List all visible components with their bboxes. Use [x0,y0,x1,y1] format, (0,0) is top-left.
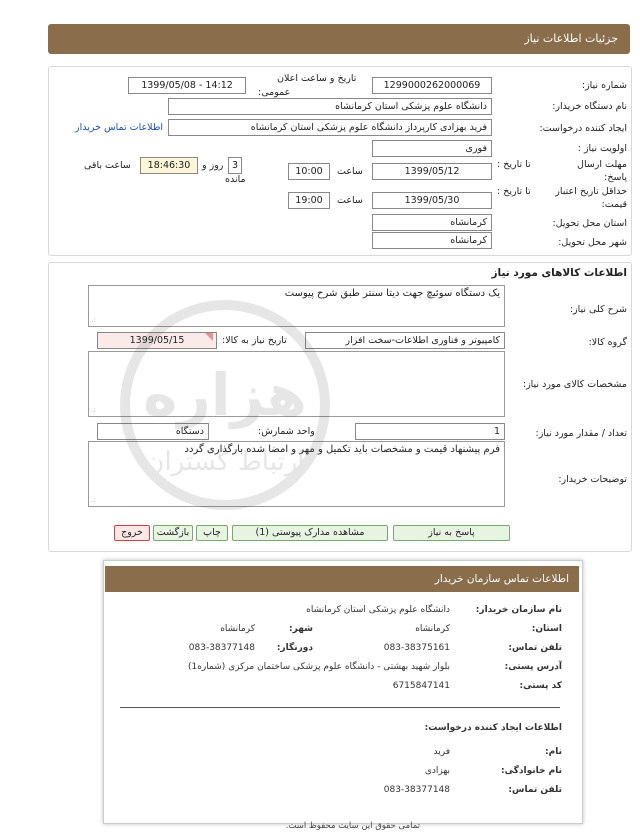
province-label: استان محل تحویل: [552,218,627,229]
validity-to-date-label: تا تاریخ : [497,186,531,197]
need-number-label: شماره نیاز: [581,80,627,91]
unit-label: واحد شمارش: [258,426,315,437]
contact-city-value: کرمانشاه [220,624,255,634]
remaining-label-1: ساعت باقی [84,160,131,171]
page-title: جزئیات اطلاعات نیاز [524,32,618,45]
resize-grip-icon: .: [91,406,96,414]
validity-date-value: 1399/05/30 [372,192,492,209]
contact-fax-value: 083-38377148 [188,643,255,653]
description-text: یک دستگاه سوئیچ جهت دیتا سنتر طبق شرح پیوست [284,288,500,299]
validity-time-label: ساعت [337,195,363,206]
contact-divider [120,707,560,708]
contact-address-label: آدرس پستی: [504,662,562,672]
creator-phone-value: 083-38377148 [383,785,450,795]
announce-label-1: تاریخ و ساعت اعلان [277,73,357,84]
creator-phone-label: تلفن تماس: [508,785,562,795]
province-value: کرمانشاه [372,214,492,231]
specs-label: مشخصات کالای مورد نیاز: [522,379,627,390]
reply-button[interactable]: پاسخ به نیاز [393,525,510,541]
specs-field [88,351,505,417]
creator-name-value: فرید [433,747,450,757]
remaining-days-label: روز و [202,160,224,171]
page-header [48,24,630,54]
creator-info-title: اطلاعات ایجاد کننده درخواست: [424,723,562,733]
goods-group-value: کامپیوتر و فناوری اطلاعات-سخت افزار [305,332,505,349]
need-number-value: 1299000262000069 [372,77,492,94]
buyer-notes-label: توضیحات خریدار: [558,474,627,485]
creator-family-value: بهزادی [424,766,450,776]
contact-province-value: کرمانشاه [415,624,450,634]
back-button[interactable]: بازگشت [153,525,193,541]
creator-name-label: نام: [545,747,562,757]
contact-org-label: نام سازمان خریدار: [475,605,562,615]
deadline-date-value: 1399/05/12 [372,163,492,180]
remaining-time-value: 18:46:30 [140,157,198,174]
quantity-value: 1 [355,423,505,440]
print-button[interactable]: چاپ [196,525,228,541]
quantity-label: تعداد / مقدار مورد نیاز: [535,428,627,439]
need-date-value: 1399/05/15 [97,332,217,349]
remaining-days-value: 3 [228,157,242,174]
deadline-time-label: ساعت [337,166,363,177]
contact-phone-label: تلفن تماس: [508,643,562,653]
need-date-marker-icon [205,333,213,341]
resize-grip-icon: .: [91,496,96,504]
resize-grip-icon: .: [91,316,96,324]
buyer-notes-field [88,441,505,507]
contact-org-value: دانشگاه علوم پزشکی استان کرمانشاه [306,605,450,615]
validity-time-value: 19:00 [288,192,330,209]
contact-city-label: شهر: [289,624,313,634]
deadline-to-date-label: تا تاریخ : [497,159,531,170]
city-value: کرمانشاه [372,232,492,249]
announce-label-2: عمومی: [258,87,291,98]
description-label: شرح کلی نیاز: [569,304,627,315]
exit-button[interactable]: خروج [114,525,150,541]
contact-postal-label: کد پستی: [519,681,562,691]
buyer-contact-link[interactable]: اطلاعات تماس خریدار [75,122,164,133]
view-attachments-button[interactable]: مشاهده مدارک پیوستی (1) [232,525,388,541]
priority-label: اولویت نیاز : [577,143,627,154]
description-field [88,285,505,327]
creator-label: ایجاد کننده درخواست: [539,123,627,134]
contact-card-title: اطلاعات تماس سازمان خریدار [434,573,569,585]
validity-label-2: قیمت: [601,199,627,210]
remaining-label-2: مانده [225,174,246,185]
buyer-notes-text: فرم پیشنهاد قیمت و مشخصات باید تکمیل و مهر و امضا شده بارگذاری گردد [184,444,500,455]
deadline-label-2: پاسخ: [604,172,627,183]
unit-value: دستگاه [97,423,209,440]
need-info-panel [48,66,632,256]
goods-group-label: گروه کالا: [588,337,627,348]
buyer-label: نام دستگاه خریدار: [552,101,627,112]
goods-section-title: اطلاعات کالاهای مورد نیاز [491,267,627,279]
footer-copyright: تمامی حقوق این سایت محفوظ است. [285,821,420,831]
contact-fax-label: دورنگار: [276,643,313,653]
contact-phone-value: 083-38375161 [383,643,450,653]
buyer-value: دانشگاه علوم پزشکی استان کرمانشاه [168,98,492,115]
creator-family-label: نام خانوادگی: [500,766,562,776]
city-label: شهر محل تحویل: [558,237,627,248]
need-date-label: تاریخ نیاز به کالا: [222,335,287,346]
deadline-time-value: 10:00 [288,163,330,180]
contact-card-header [105,566,579,592]
creator-value: فرید بهزادی کارپرداز دانشگاه علوم پزشکی استان کرمانشاه [168,119,492,136]
contact-postal-value: 6715847141 [392,681,450,691]
priority-value: فوری [372,140,492,157]
deadline-label-1: مهلت ارسال [577,159,627,170]
validity-label-1: حداقل تاریخ اعتبار [555,186,627,197]
announce-datetime-value: 1399/05/08 - 14:12 [128,77,246,94]
contact-province-label: استان: [531,624,562,634]
contact-address-value: بلوار شهید بهشتی - دانشگاه علوم پزشکی ساختمان مرکزی (شماره1) [187,662,450,672]
